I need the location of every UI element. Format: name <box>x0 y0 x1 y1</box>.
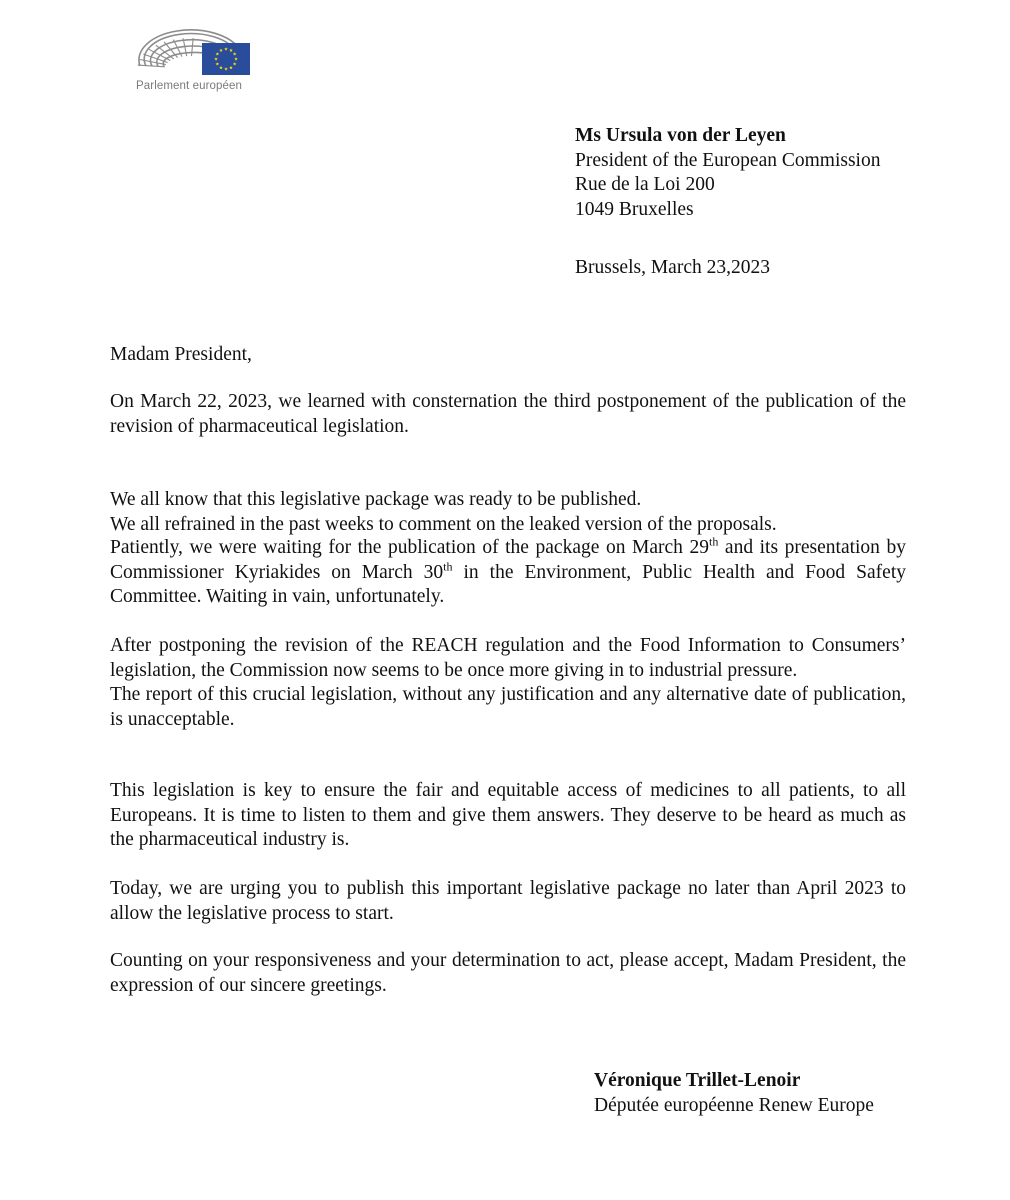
paragraph-1 <box>110 390 906 439</box>
paragraph-5 <box>110 779 906 853</box>
paragraph-2-line-1: We all know that this legislative package was ready to be published. <box>110 489 642 510</box>
signatory-title: Députée européenne Renew Europe <box>594 1094 874 1116</box>
european-parliament-logo <box>128 22 258 102</box>
paragraph-3-part-1: Patiently, we were waiting for the publication of the package on March 29 <box>110 537 709 558</box>
hemicycle-spoke <box>192 38 194 56</box>
paragraph-5-text: This legislation is key to ensure the fair and equitable access of medicines to all patients, to all Europeans. It is time to listen to them and give them answers. They deserve to be heard as much as the pharmaceutical industry is. <box>110 780 906 850</box>
recipient-city: 1049 Bruxelles <box>575 198 694 220</box>
paragraph-3-text <box>110 536 906 610</box>
paragraph-6 <box>110 877 906 926</box>
recipient-name: Ms Ursula von der Leyen <box>575 125 786 146</box>
paragraph-3-part-2: and its presentation by Commissioner Kyriakides on March 30 <box>110 537 906 583</box>
paragraph-3-sup-1: th <box>709 534 719 549</box>
paragraph-3 <box>110 536 906 610</box>
paragraph-2 <box>110 488 906 537</box>
signature-block <box>594 1069 874 1118</box>
paragraph-7-text: Counting on your responsiveness and your determination to act, please accept, Madam President, the expression of our sincere greetings. <box>110 950 906 996</box>
paragraph-2-line-2: We all refrained in the past weeks to comment on the leaked version of the proposals. <box>110 513 777 535</box>
recipient-title: President of the European Commission <box>575 149 881 171</box>
paragraph-3-sup-2: th <box>443 559 453 573</box>
signatory-name: Véronique Trillet-Lenoir <box>594 1070 801 1091</box>
paragraph-6-text: Today, we are urging you to publish this important legislative package no later than April 2023 to allow the legislative process to start. <box>110 878 906 924</box>
logo-caption: Parlement européen <box>136 80 243 92</box>
paragraph-1-text: On March 22, 2023, we learned with consternation the third postponement of the publication of the revision of pharmaceutical legislation. <box>110 391 906 437</box>
paragraph-4-line-2: The report of this crucial legislation, without any justification and any alternative date of publication, is unacceptable. <box>110 684 906 730</box>
salutation-text: Madam President, <box>110 344 252 365</box>
salutation <box>110 343 906 368</box>
paragraph-4-line-1: After postponing the revision of the REACH regulation and the Food Information to Consumers’ legislation, the Commission now seems to be once more giving in to industrial pressure. <box>110 635 906 681</box>
recipient-address <box>575 124 880 222</box>
paragraph-7 <box>110 949 906 998</box>
paragraph-4 <box>110 634 906 732</box>
recipient-street: Rue de la Loi 200 <box>575 174 715 195</box>
letter-date: Brussels, March 23,2023 <box>575 257 770 278</box>
hemicycle-flag-emblem <box>128 22 258 82</box>
paragraph-3-part-3: in the Environment, Public Health and Food Safety Committee. Waiting in vain, unfortunately. <box>110 561 906 607</box>
